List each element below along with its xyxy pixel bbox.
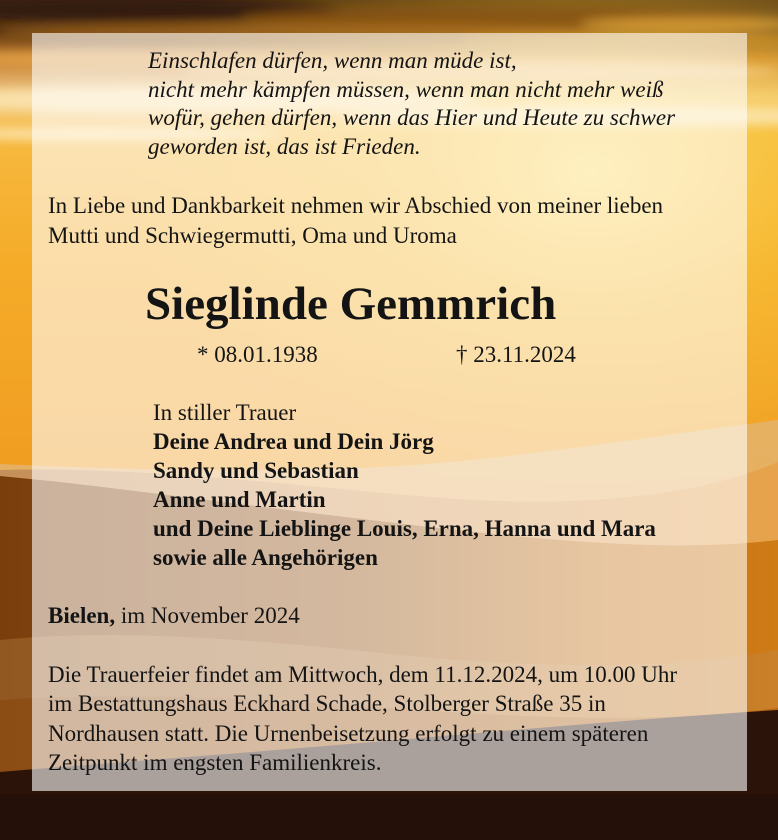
poem-line: wofür, gehen dürfen, wenn das Hier und Heute zu schwer [148, 105, 676, 130]
mourners-block [153, 398, 656, 572]
poem-line: Einschlafen dürfen, wenn man müde ist, [148, 48, 517, 73]
birth-date: * 08.01.1938 [197, 342, 318, 367]
funeral-line: Nordhausen statt. Die Urnenbeisetzung erfolgt zu einem späteren [48, 720, 649, 746]
mourner-line: Deine Andrea und Dein Jörg [153, 429, 434, 454]
mourner-line: sowie alle Angehörigen [153, 545, 378, 570]
funeral-details [48, 660, 677, 777]
poem [148, 47, 675, 161]
intro-line: Mutti und Schwiegermutti, Oma und Uroma [48, 223, 457, 248]
death-date: † 23.11.2024 [456, 342, 576, 367]
intro-text [48, 191, 663, 251]
intro-line: In Liebe und Dankbarkeit nehmen wir Abschied von meiner lieben [48, 193, 664, 218]
month-text: im November 2024 [115, 603, 300, 628]
deceased-name: Sieglinde Gemmrich [145, 278, 557, 330]
funeral-line: Die Trauerfeier findet am Mittwoch, dem 11.12.2024, um 10.00 Uhr [48, 662, 677, 687]
mourner-line: Sandy und Sebastian [153, 458, 359, 483]
poem-line: nicht mehr kämpfen müssen, wenn man nicht mehr weiß [148, 76, 664, 102]
mourner-line: und Deine Lieblinge Louis, Erna, Hanna und Mara [153, 516, 656, 541]
poem-line: geworden ist, das ist Frieden. [148, 133, 421, 159]
mourning-lead: In stiller Trauer [153, 400, 297, 425]
place-date-line [48, 603, 300, 629]
funeral-line: im Bestattungshaus Eckhard Schade, Stolberger Straße 35 in [48, 691, 606, 717]
funeral-line: Zeitpunkt im engsten Familienkreis. [48, 749, 382, 775]
mourner-line: Anne und Martin [153, 487, 326, 512]
place-name: Bielen, [48, 603, 116, 628]
